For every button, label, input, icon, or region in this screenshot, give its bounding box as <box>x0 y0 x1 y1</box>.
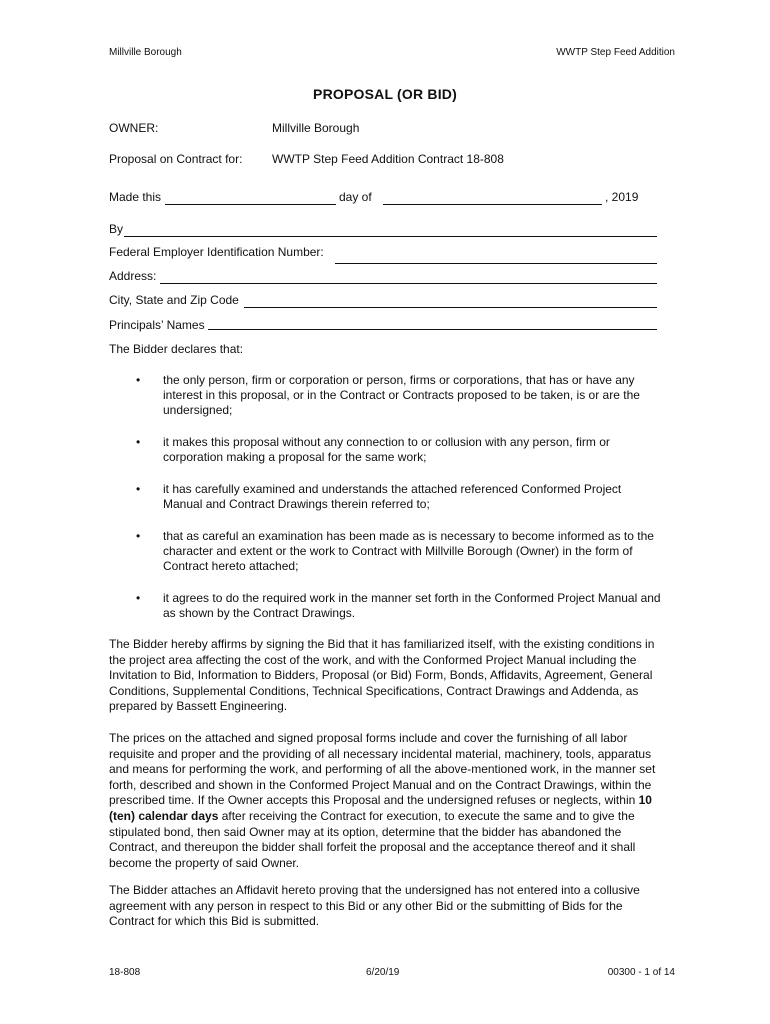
fein-blank[interactable] <box>335 263 657 264</box>
affidavit-paragraph: The Bidder attaches an Affidavit hereto proving that the undersigned has not entered into a collusive agreement with any person in respect to this Bid or any other Bid or the submitting of Bids for the Contract for which this Bid is submitted. <box>109 883 640 929</box>
contract-label: Proposal on Contract for: <box>109 152 243 166</box>
footer-left: 18-808 <box>109 967 141 978</box>
owner-label: OWNER: <box>109 121 159 135</box>
bullet-icon: • <box>136 529 141 543</box>
bullet-item-4: that as careful an examination has been made as is necessary to become informed as to the character and extent or the work to Contract with Millville Borough (Owner) in the form of Contract hereto attached; <box>163 529 654 574</box>
day-of-month-blank[interactable] <box>383 204 602 205</box>
city-label: City, State and Zip Code <box>109 293 239 307</box>
owner-value: Millville Borough <box>272 121 360 135</box>
principals-blank[interactable] <box>208 329 657 330</box>
address-blank[interactable] <box>160 283 657 284</box>
made-this-date-blank[interactable] <box>165 204 336 205</box>
page-title: PROPOSAL (OR BID) <box>313 86 457 102</box>
affirmation-paragraph: The Bidder hereby affirms by signing the Bid that it has familiarized itself, with the existing conditions in the project area affecting the cost of the work, and with the Conformed Project Manual including the Invitation to Bid, Information to Bidders, Proposal (or Bid) Form, Bonds, Affidavits, Agreement, General Conditions, Supplemental Conditions, Technical Specifications, Contract Drawings and Addenda, as prepared by Bassett Engineering. <box>109 637 655 714</box>
contract-value: WWTP Step Feed Addition Contract 18-808 <box>272 152 504 166</box>
bullet-icon: • <box>136 591 141 605</box>
header-left: Millville Borough <box>109 47 182 58</box>
by-blank[interactable] <box>124 236 657 237</box>
year-label: , 2019 <box>605 190 639 204</box>
declares-heading: The Bidder declares that: <box>109 342 244 356</box>
city-blank[interactable] <box>244 307 657 308</box>
prices-text-after: after receiving the Contract for execution, to execute the same and to give the stipulated bond, then said Owner may at its option, determine that the bidder has abandoned the Contract, and thereupon the bidder shall forfeit the proposal and the acceptance thereof and it shall become the property of said Owner. <box>109 808 636 870</box>
bullet-item-1: the only person, firm or corporation or person, firms or corporations, that has or have any interest in this proposal, or in the Contract or Contracts proposed to be taken, is or are the undersigned; <box>163 373 640 418</box>
bullet-item-5: it agrees to do the required work in the manner set forth in the Conformed Project Manual and as shown by the Contract Drawings. <box>163 591 661 621</box>
fein-label: Federal Employer Identification Number: <box>109 245 324 259</box>
made-this-label: Made this <box>109 190 162 204</box>
bullet-icon: • <box>136 482 141 496</box>
header-right: WWTP Step Feed Addition <box>556 47 675 58</box>
bullet-icon: • <box>136 373 141 387</box>
bullet-item-2: it makes this proposal without any connection to or collusion with any person, firm or corporation making a proposal for the same work; <box>163 435 610 465</box>
footer-date: 6/20/19 <box>366 967 400 978</box>
prices-text-before: The prices on the attached and signed proposal forms include and cover the furnishing of all labor requisite and proper and the providing of all necessary incidental material, machinery, tools, apparatus and means for performing the work, and performing of all the above-mentioned work, in the manner set forth, described and shown in the Conformed Project Manual and on the Contract Drawings, within the prescribed time. If the Owner accepts this Proposal and the undersigned refuses or neglects, within <box>109 731 656 808</box>
footer-page-number: 00300 - 1 of 14 <box>607 967 675 978</box>
prices-paragraph <box>109 731 669 871</box>
bullet-item-3: it has carefully examined and understands the attached referenced Conformed Project Manual and Contract Drawings therein referred to; <box>163 482 622 512</box>
by-label: By <box>109 222 124 236</box>
principals-label: Principals’ Names <box>109 318 205 332</box>
calendar-days-bold: 10 (ten) calendar days <box>109 793 652 823</box>
bullet-icon: • <box>136 435 141 449</box>
day-of-label: day of <box>339 190 372 204</box>
address-label: Address: <box>109 269 157 283</box>
